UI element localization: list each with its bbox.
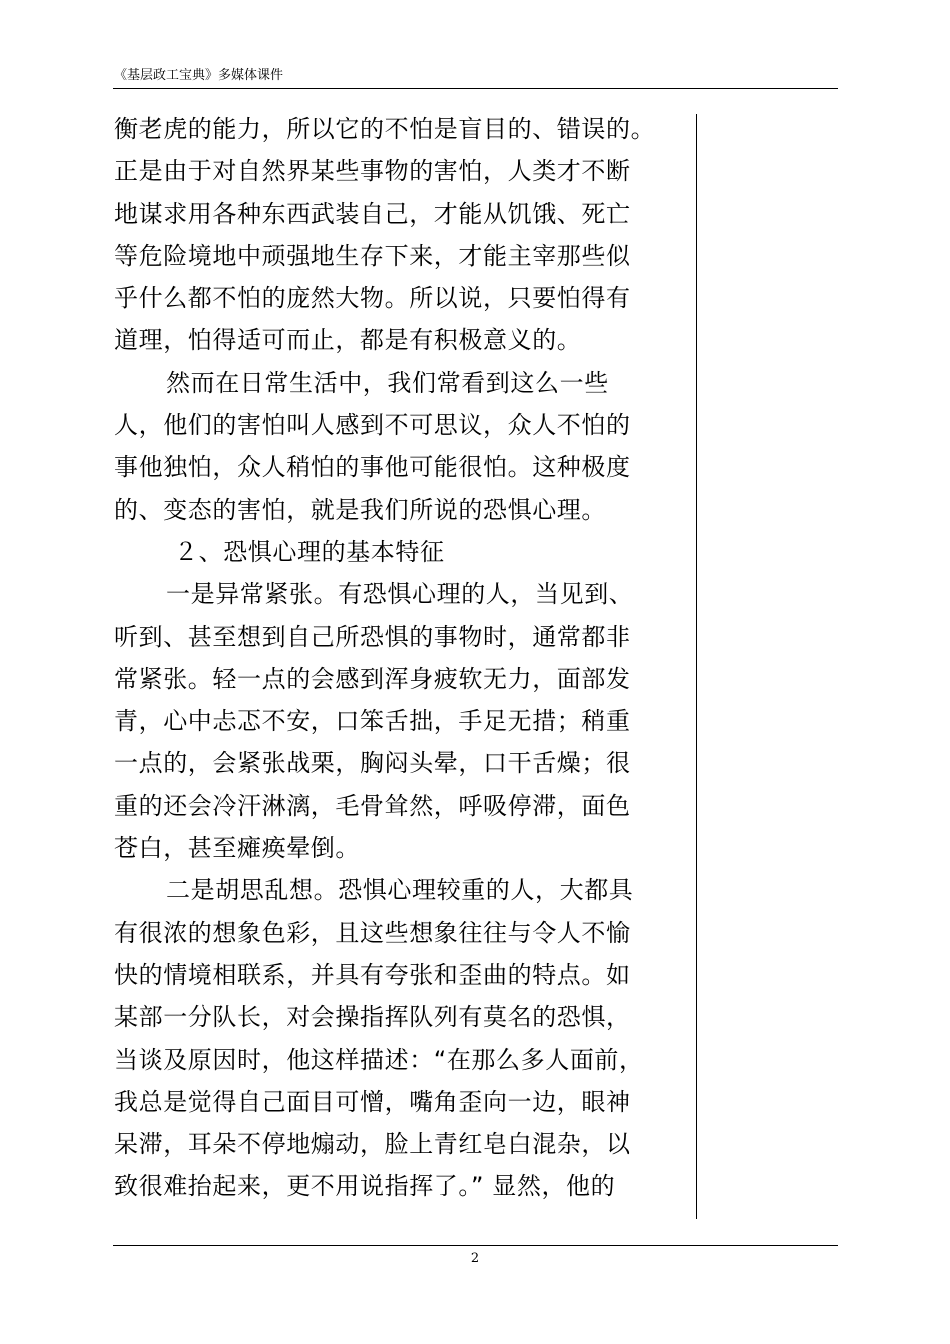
- text-line: 某部一分队长，对会操指挥队列有莫名的恐惧，: [114, 1003, 631, 1032]
- text-line: 快的情境相联系，并具有夸张和歪曲的特点。如: [114, 960, 631, 989]
- text-line: 正是由于对自然界某些事物的害怕，人类才不断: [114, 157, 631, 186]
- text-line: 当谈及原因时，他这样描述：“在那么多人面前，: [114, 1045, 644, 1074]
- text-line: 呆滞，耳朵不停地煽动，脸上青红皂白混杂，以: [114, 1130, 631, 1159]
- text-line: 衡老虎的能力，所以它的不怕是盲目的、错误的。: [114, 115, 656, 143]
- document-header-title: 《基层政工宝典》多媒体课件: [114, 68, 284, 83]
- text-line: 青，心中忐忑不安，口笨舌拙，手足无措；稍重: [114, 707, 631, 736]
- section-heading: ２、恐惧心理的基本特征: [174, 537, 445, 566]
- text-line: 听到、甚至想到自己所恐惧的事物时，通常都非: [114, 622, 631, 651]
- paragraph-first-line: 然而在日常生活中，我们常看到这么一些: [166, 368, 609, 397]
- text-line: 我总是觉得自己面目可憎，嘴角歪向一边，眼神: [114, 1087, 631, 1116]
- margin-vertical-rule: [696, 114, 697, 1219]
- footer-divider: [113, 1245, 838, 1246]
- text-line: 地谋求用各种东西武装自己，才能从饥饿、死亡: [114, 199, 631, 228]
- text-line: 事他独怕，众人稍怕的事他可能很怕。这种极度: [114, 453, 631, 482]
- text-line: 有很浓的想象色彩，且这些想象往往与令人不愉: [114, 918, 631, 947]
- text-line: 等危险境地中顽强地生存下来，才能主宰那些似: [114, 241, 631, 270]
- text-line: 乎什么都不怕的庞然大物。所以说，只要怕得有: [114, 284, 631, 313]
- text-line: 苍白，甚至瘫痪晕倒。: [114, 834, 360, 863]
- body-text: [114, 108, 654, 1208]
- paragraph-first-line: 一是异常紧张。有恐惧心理的人，当见到、: [166, 580, 634, 609]
- page-number: 2: [470, 1251, 480, 1266]
- text-line: 人，他们的害怕叫人感到不可思议，众人不怕的: [114, 411, 631, 440]
- header-divider: [113, 88, 838, 89]
- text-line: 常紧张。轻一点的会感到浑身疲软无力，面部发: [114, 664, 631, 693]
- text-line: 道理，怕得适可而止，都是有积极意义的。: [114, 326, 582, 355]
- text-line: 一点的，会紧张战栗，胸闷头晕，口干舌燥；很: [114, 749, 631, 778]
- text-line: 重的还会冷汗淋漓，毛骨耸然，呼吸停滞，面色: [114, 791, 631, 820]
- text-line: 致很难抬起来，更不用说指挥了。” 显然，他的: [114, 1172, 616, 1201]
- text-line: 的、变态的害怕，就是我们所说的恐惧心理。: [114, 495, 606, 524]
- paragraph-first-line: 二是胡思乱想。恐惧心理较重的人，大都具: [166, 876, 634, 905]
